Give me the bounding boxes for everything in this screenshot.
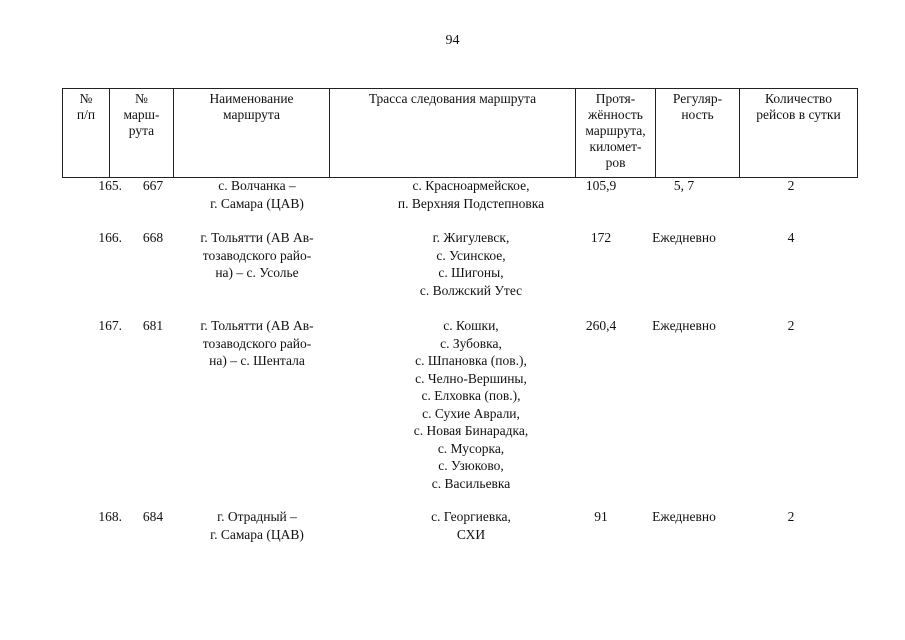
cell-name [182, 229, 332, 282]
path-line: с. Шигоны, [438, 265, 504, 280]
name-line: г. Самара (ЦАВ) [210, 195, 304, 211]
path-line: с. Сухие Аврали, [422, 405, 520, 421]
header-line: Наименование [209, 91, 294, 106]
cell-cnt: 4 [787, 230, 795, 245]
path-line: с. Усинское, [436, 247, 506, 263]
cell-code: 681 [142, 318, 164, 333]
path-line: с. Красноармейское, [412, 178, 530, 193]
cell-len: 172 [590, 230, 612, 245]
name-line: г. Тольятти (АВ Ав- [200, 318, 314, 333]
header-line: маршрута, [585, 123, 646, 138]
header-line: № [79, 91, 93, 106]
path-line: с. Челно-Вершины, [415, 370, 527, 386]
name-line: тозаводского райо- [202, 335, 312, 351]
header-line: п/п [76, 107, 96, 122]
path-line: п. Верхняя Подстепновка [397, 195, 545, 211]
cell-name [182, 317, 332, 370]
header-line: рута [128, 123, 155, 138]
header-cell-code [110, 89, 174, 178]
cell-num: 167. [98, 318, 122, 333]
name-line: на) – с. Усолье [215, 265, 299, 280]
name-line: г. Самара (ЦАВ) [210, 526, 304, 542]
name-line: на) – с. Шентала [209, 353, 305, 368]
path-line: с. Волжский Утес [419, 282, 523, 298]
path-line: с. Шпановка (пов.), [415, 353, 527, 368]
cell-reg: Ежедневно [652, 509, 716, 524]
cell-num: 165. [98, 178, 122, 193]
cell-num: 168. [98, 509, 122, 524]
cell-num: 166. [98, 230, 122, 245]
header-cell-reg [656, 89, 740, 178]
page-number: 94 [445, 33, 460, 48]
cell-cnt: 2 [787, 318, 795, 333]
path-line: с. Васильевка [431, 475, 511, 491]
path-line: с. Георгиевка, [431, 509, 511, 524]
header-cell-path [330, 89, 576, 178]
header-line: рейсов в сутки [756, 107, 841, 122]
header-line: жённость [588, 107, 643, 122]
path-line: с. Новая Бинарадка, [413, 423, 529, 438]
header-line: Количество [765, 91, 832, 106]
header-line: километ- [589, 139, 642, 154]
name-line: тозаводского райо- [202, 247, 312, 263]
header-cell-len [576, 89, 656, 178]
header-line: ность [681, 107, 714, 122]
cell-name [182, 508, 332, 543]
path-line: с. Кошки, [443, 318, 499, 333]
header-line: Трасса следования маршрута [368, 91, 537, 106]
header-line: № [135, 91, 148, 106]
cell-reg: 5, 7 [673, 178, 695, 193]
cell-len: 260,4 [585, 318, 617, 333]
cell-code: 668 [142, 230, 164, 245]
cell-code: 684 [142, 509, 164, 524]
name-line: с. Волчанка – [218, 178, 296, 193]
path-line: с. Зубовка, [440, 335, 502, 351]
cell-reg: Ежедневно [652, 318, 716, 333]
cell-name [182, 177, 332, 212]
header-cell-cnt [740, 89, 858, 178]
header-cell-name [174, 89, 330, 178]
header-cell-num [63, 89, 110, 178]
table-header [62, 88, 858, 178]
path-line: с. Мусорка, [437, 440, 505, 456]
cell-cnt: 2 [787, 178, 795, 193]
name-line: г. Тольятти (АВ Ав- [200, 230, 314, 245]
path-line: г. Жигулевск, [432, 230, 510, 245]
cell-len: 105,9 [585, 178, 617, 193]
header-line: ров [605, 155, 626, 170]
cell-code: 667 [142, 178, 164, 193]
header-line: Протя- [595, 91, 636, 106]
header-line: марш- [123, 107, 160, 122]
path-line: СХИ [456, 526, 486, 542]
cell-reg: Ежедневно [652, 230, 716, 245]
name-line: г. Отрадный – [217, 509, 297, 524]
header-line: маршрута [223, 107, 280, 122]
cell-cnt: 2 [787, 509, 795, 524]
cell-path [342, 317, 600, 492]
cell-len: 91 [594, 509, 608, 524]
header-line: Регуляр- [672, 91, 723, 106]
path-line: с. Узюково, [438, 458, 504, 473]
path-line: с. Елховка (пов.), [421, 388, 521, 403]
header-row [63, 89, 858, 178]
